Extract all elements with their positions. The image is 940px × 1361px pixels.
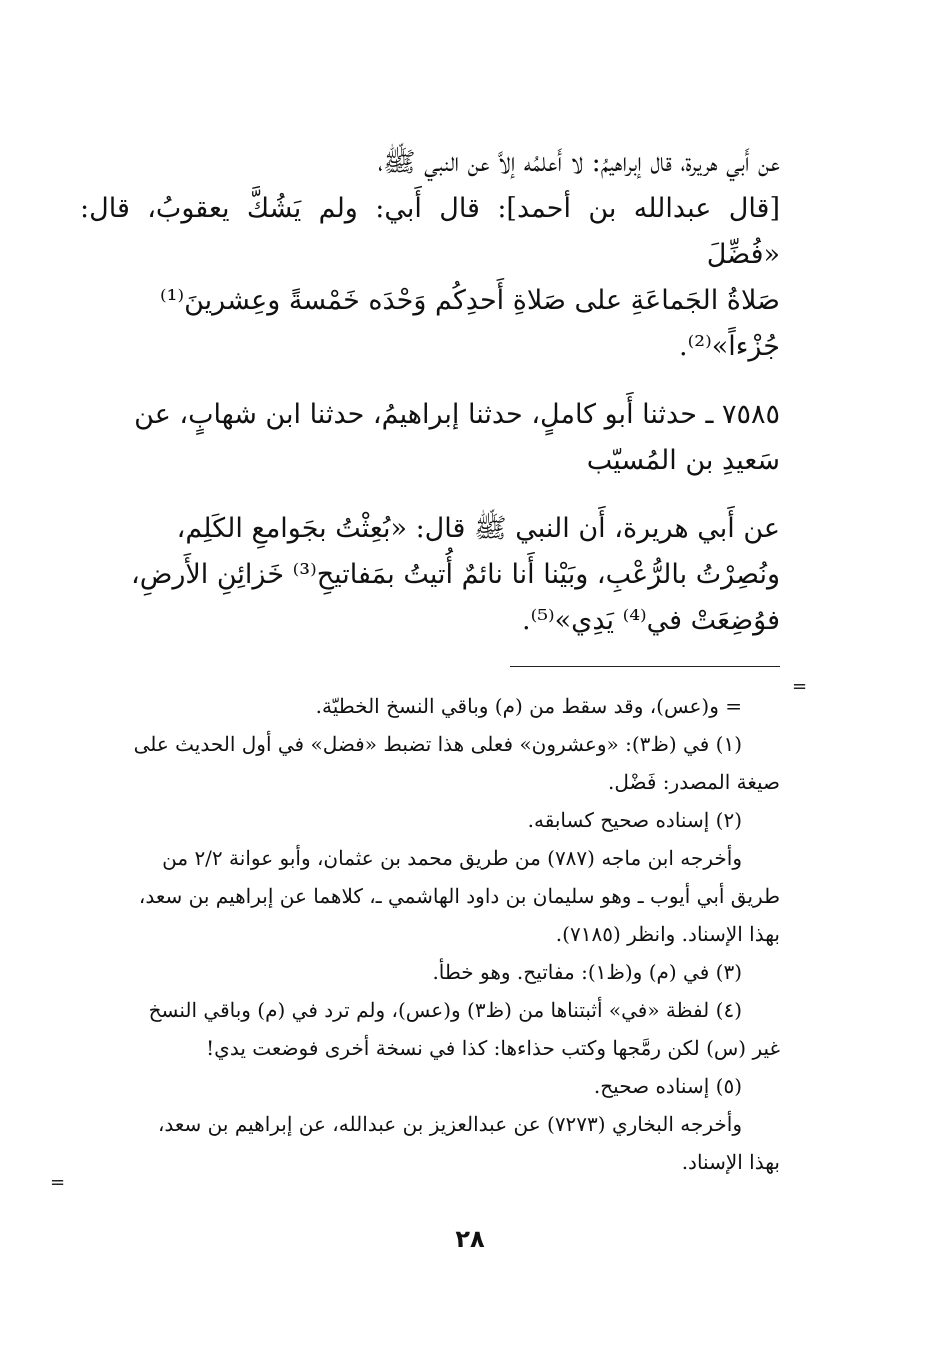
footnote-5: (٥) إسناده صحيح. — [593, 1074, 742, 1098]
main-text-line: فوُضِعَتْ في⁽⁴⁾ يَدِي»⁽⁵⁾. — [521, 605, 780, 636]
footnote-1: (١) في (ظ٣): «وعشرون» فعلى هذا تضبط «فضل» في أول الحديث على — [133, 732, 742, 756]
main-text-line: صَلاةُ الجَماعَةِ على صَلاةِ أَحدِكُم وَحْدَه خَمْسةً وعِشرينَ⁽¹⁾ — [160, 285, 780, 316]
hadith-number-line: ٧٥٨٥ ـ حدثنا أَبو كاملٍ، حدثنا إبراهيمُ، حدثنا ابن شهابٍ، عن — [134, 399, 780, 430]
continuation-mark-bottom: = — [50, 1172, 66, 1193]
footnote-2: (٢) إسناده صحيح كسابقه. — [527, 808, 742, 832]
footnote-3: (٣) في (م) و(ظ١): مفاتيح. وهو خطأ. — [432, 960, 742, 984]
main-text — [80, 140, 780, 644]
main-text-line: عن أَبي هريرة، أَن النبي ﷺ قال: «بُعِثْتُ بجَوامعِ الكَلِم، — [176, 513, 780, 544]
footnote-4: (٤) لفظة «في» أثبتناها من (ظ٣) و(عس)، ولم ترد في (م) وباقي النسخ — [148, 998, 742, 1022]
footnote-continuation: = و(عس)، وقد سقط من (م) وباقي النسخ الخطيّة. — [315, 694, 742, 718]
footnote-divider — [510, 666, 780, 667]
main-text-line: عن أَبي هريرة، قال إبراهيمُ: لا أَعلمُه إلاَّ عن النبي ﷺ، — [377, 147, 780, 178]
main-text-line: جُزْءاً»⁽²⁾. — [679, 331, 780, 362]
page-content — [80, 140, 780, 1181]
continuation-mark-top: = — [792, 676, 808, 697]
main-text-line: [قال عبدالله بن أحمد]: قال أَبي: ولم يَشُكَّ يعقوبُ، قال: «فُضِّلَ — [80, 193, 780, 270]
footnote-2-takhrij-cont: طريق أبي أيوب ـ وهو سليمان بن داود الهاشمي ـ، كلاهما عن إبراهيم بن سعد، — [138, 884, 780, 908]
footnote-5-takhrij-cont: بهذا الإسناد. — [681, 1150, 780, 1174]
footnotes — [80, 687, 780, 1181]
hadith-chain-line: سَعيدِ بن المُسيّب — [586, 445, 780, 476]
main-text-line: ونُصِرْتُ بالرُّعْبِ، وبَيْنا أَنا نائمٌ أُتيتُ بمَفاتيحِ⁽³⁾ خَزائِنِ الأَرضِ، — [130, 559, 780, 590]
footnote-4-cont: غير (س) لكن رمَّجها وكتب حذاءها: كذا في نسخة أخرى فوضعت يدي! — [206, 1036, 780, 1060]
page-number: ٢٨ — [455, 1225, 485, 1253]
footnote-5-takhrij: وأخرجه البخاري (٧٢٧٣) عن عبدالعزيز بن عبدالله، عن إبراهيم بن سعد، — [157, 1112, 742, 1136]
footnote-1-cont: صيغة المصدر: فَضْل. — [608, 770, 780, 794]
footnote-2-takhrij: وأخرجه ابن ماجه (٧٨٧) من طريق محمد بن عثمان، وأبو عوانة ٢/٢ من — [162, 846, 742, 870]
footnote-2-takhrij-cont: بهذا الإسناد. وانظر (٧١٨٥). — [555, 922, 780, 946]
